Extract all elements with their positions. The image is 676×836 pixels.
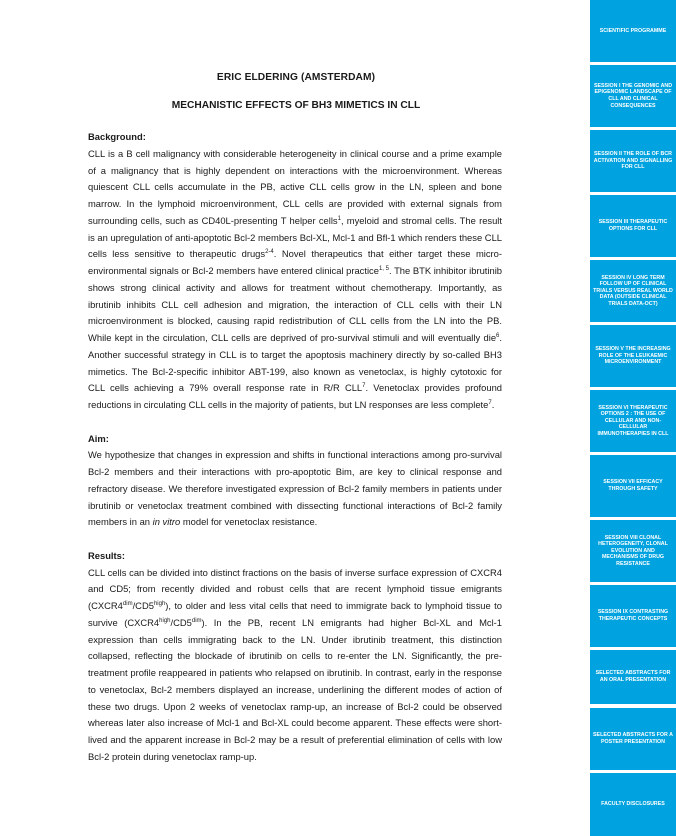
superscript-marker: dim xyxy=(122,601,133,607)
aim-text: model for venetoclax resistance. xyxy=(180,516,318,528)
results-text: /CD5 xyxy=(132,600,154,611)
nav-scientific-programme[interactable] xyxy=(590,0,676,62)
results-paragraph xyxy=(88,565,502,766)
background-text: . Novel therapeutics that either target these micro-environmental signals or Bcl-2 members have entered clinical practice xyxy=(88,248,502,276)
nav-item-label: SELECTED ABSTRACTS FOR A POSTER PRESENTATION xyxy=(593,732,673,745)
background-paragraph xyxy=(88,146,502,414)
nav-item-label: SESSION VI THERAPEUTIC OPTIONS 2 : THE USE OF CELLULAR AND NON-CELLULAR IMMUNOTHERAPIES IN CLL xyxy=(597,404,669,437)
aim-text: We hypothesize that changes in expression and shifts in functional interactions among pro-survival Bcl-2 members and their interactions with pro-apoptotic Bim, are key to clinical response and refractory disease. We therefore investigated expression of Bcl-2 family members in patients under ibrutinib or venetoclax treatment combined with dissecting functional interactions of Bcl-2 family members in an xyxy=(88,449,502,528)
aim-heading: Aim: xyxy=(88,432,109,444)
nav-session-3[interactable] xyxy=(590,195,676,257)
nav-session-4[interactable] xyxy=(590,260,676,322)
nav-item-label: SESSION II THE ROLE OF BCR ACTIVATION AND SIGNALLING FOR CLL xyxy=(593,151,673,171)
nav-session-1[interactable] xyxy=(590,65,676,127)
background-text: , myeloid and stromal cells. The result is an upregulation of anti-apoptotic Bcl-2 members Bcl-XL, Mcl-1 and Bfl-1 which renders these CLL cells less sensitive to therapeutic drugs xyxy=(88,214,502,260)
nav-oral-abstracts[interactable] xyxy=(590,650,676,704)
aim-italic-text: in vitro xyxy=(152,516,181,528)
nav-item-label: SCIENTIFIC PROGRAMME xyxy=(599,27,667,34)
nav-item-label: SELECTED ABSTRACTS FOR AN ORAL PRESENTATION xyxy=(595,670,671,683)
results-text: CLL cells can be divided into distinct fractions on the basis of inverse surface expression of CXCR4 and CD5; from recently divided and robust cells that are recent lymphoid tissue emigrants (CXCR4 xyxy=(88,566,502,611)
citation-ref: 1, 5 xyxy=(378,266,389,272)
nav-item-label: SESSION III THERAPEUTIC OPTIONS FOR CLL xyxy=(598,219,668,232)
background-text: . xyxy=(491,399,495,410)
results-text: ), to older and less vital cells that need to immigrate back to lymphoid tissue to survive (CXCR4 xyxy=(88,600,502,628)
background-heading: Background: xyxy=(88,131,146,142)
results-text: /CD5 xyxy=(170,616,192,628)
citation-ref: 1 xyxy=(337,215,341,222)
nav-item-label: FACULTY DISCLOSURES xyxy=(601,801,665,808)
nav-item-label: SESSION IX CONTRASTING THERAPEUTIC CONCEPTS xyxy=(597,609,669,622)
author-heading: ERIC ELDERING (AMSTERDAM) xyxy=(216,72,376,83)
nav-item-label: SESSION V THE INCREASING ROLE OF THE LEUKAEMIC MICROENVIRONMENT xyxy=(595,346,671,366)
nav-item-label: SESSION IV LONG TERM FOLLOW UP OF CLINICAL TRIALS VERSUS REAL WORLD DATA (OUTSIDE CLINICAL TRIALS DATA-OCT) xyxy=(593,274,673,307)
background-text: CLL is a B cell malignancy with considerable heterogeneity in clinical course and a prime example of a malignancy that is highly dependent on interactions with the microenvironment. Whereas quiescent CLL cells accumulate in the PB, active CLL cells grow in the LN, spleen and bone marrow. In the lymphoid microenvironment, CLL cells are provided with external signals from surrounding cells, such as CD40L-presenting T helper cells xyxy=(88,147,502,226)
results-heading: Results: xyxy=(88,549,125,561)
superscript-marker: high xyxy=(159,617,171,624)
nav-session-9[interactable] xyxy=(590,585,676,647)
nav-faculty-disclosures[interactable] xyxy=(590,773,676,836)
nav-session-6[interactable] xyxy=(590,390,676,452)
background-text: . Venetoclax provides profound reductions in circulating CLL cells in the majority of patients, but LN responses are less complete xyxy=(88,382,503,410)
nav-session-7[interactable] xyxy=(590,455,676,517)
nav-session-5[interactable] xyxy=(590,325,676,387)
nav-item-label: SESSION VII EFFICACY THROUGH SAFETY xyxy=(603,479,663,492)
background-text: . The BTK inhibitor ibrutinib shows strong clinical activity and allows for treatment without chemotherapy. Importantly, as ibrutinib inhibits CLL cell adhesion and migration, the interaction of CLL cells with their LN microenvironment is blocked, causing rapid redistribution of CLL cells from the LN into the PB. While kept in the circulation, CLL cells are deprived of pro-survival stimuli and will eventually die xyxy=(88,265,502,343)
section-navigation-sidebar xyxy=(590,0,676,836)
superscript-marker: high xyxy=(153,601,166,607)
nav-item-label: SESSION I THE GENOMIC AND EPIGENOMIC LANDSCAPE OF CLL AND CLINICAL CONSEQUENCES xyxy=(593,82,673,109)
nav-item-label: SESSION VIII CLONAL HETEROGENEITY, CLONAL EVOLUTION AND MECHANISMS OF DRUG RESISTANCE xyxy=(598,534,668,567)
citation-ref: 7 xyxy=(362,383,366,390)
nav-session-2[interactable] xyxy=(590,130,676,192)
results-text: ). In the PB, recent LN emigrants had higher Bcl-XL and Mcl-1 expression than cells immigrating back to the LN. Under ibrutinib treatment, this distinction collapsed, reflecting the blockade of ibrutinib on cells to re-enter the LN. Significantly, the pre-treatment profile reappeared in patients who relapsed on ibrutinib. In contrast, early in the response to venetoclax, Bcl-2 members displayed an increase, underlining the different modes of action of these two drugs. Upon 2 weeks of venetoclax ramp-up, an increase of Bcl-2 could be observed whereas later also increase of Mcl-1 and Bcl-XL could become apparent. These effects were short-lived and the apparent increase in Bcl-2 may be a result of preferential elimination of cells with low Bcl-2 protein during venetoclax ramp-up. xyxy=(88,616,502,762)
abstract-title: MECHANISTIC EFFECTS OF BH3 MIMETICS IN CLL xyxy=(171,100,421,111)
citation-ref: 7 xyxy=(488,400,492,406)
background-text: . Another successful strategy in CLL is to target the apoptosis machinery directly by so-called BH3 mimetics. The Bcl-2-specific inhibitor ABT-199, also known as venetoclax, is highly cytotoxic for CLL cells achieving a 79% overall response rate in R/R CLL xyxy=(88,332,502,394)
citation-ref: 6 xyxy=(496,333,500,339)
citation-ref: 2-4 xyxy=(265,249,274,256)
nav-session-8[interactable] xyxy=(590,520,676,582)
nav-poster-abstracts[interactable] xyxy=(590,708,676,770)
aim-paragraph xyxy=(88,447,502,531)
abstract-body xyxy=(88,129,502,766)
superscript-marker: dim xyxy=(191,617,202,624)
